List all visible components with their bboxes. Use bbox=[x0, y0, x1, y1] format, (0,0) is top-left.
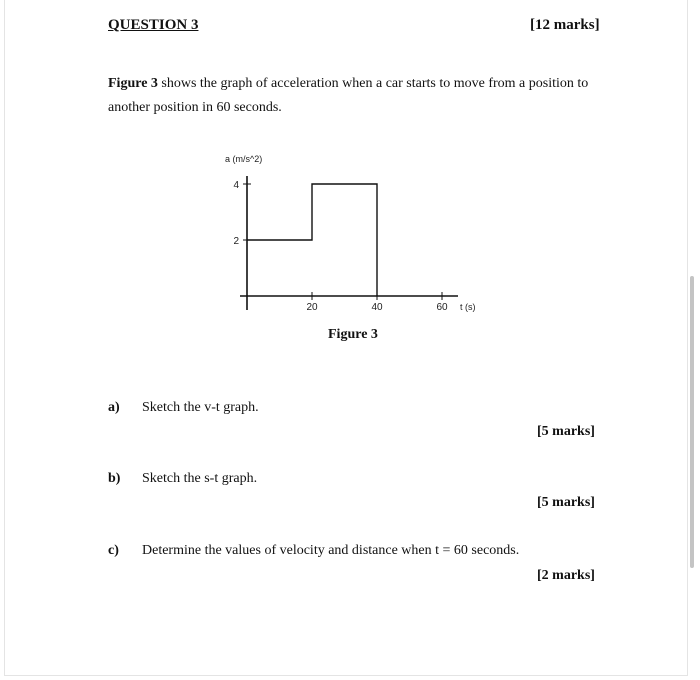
part-c-text: Determine the values of velocity and distance when t = 60 seconds. bbox=[142, 543, 520, 558]
intro-text-line1: shows the graph of acceleration when a car starts to move from a position to bbox=[161, 76, 589, 91]
x-axis-label: t (s) bbox=[460, 302, 476, 312]
y-tick-label-4: 4 bbox=[233, 180, 239, 191]
x-tick-label-20: 20 bbox=[306, 302, 318, 313]
part-a-letter: a) bbox=[108, 400, 120, 415]
x-tick-label-40: 40 bbox=[371, 302, 383, 313]
part-b-letter: b) bbox=[108, 471, 121, 486]
part-c-letter: c) bbox=[108, 543, 119, 558]
part-a-marks: [5 marks] bbox=[537, 424, 595, 439]
x-tick-label-60: 60 bbox=[436, 302, 448, 313]
part-b-text: Sketch the s-t graph. bbox=[142, 471, 258, 486]
figure-reference: Figure 3 bbox=[108, 76, 158, 91]
figure-caption: Figure 3 bbox=[328, 327, 378, 342]
part-b-marks: [5 marks] bbox=[537, 495, 595, 510]
intro-text-line2: another position in 60 seconds. bbox=[108, 100, 282, 115]
y-axis-label: a (m/s^2) bbox=[225, 154, 263, 164]
part-c-marks: [2 marks] bbox=[537, 568, 595, 583]
y-tick-label-2: 2 bbox=[233, 236, 239, 247]
question-total-marks: [12 marks] bbox=[530, 17, 600, 33]
part-a-text: Sketch the v-t graph. bbox=[142, 400, 259, 415]
question-title: QUESTION 3 bbox=[108, 17, 199, 33]
series-line-acceleration bbox=[247, 184, 377, 296]
